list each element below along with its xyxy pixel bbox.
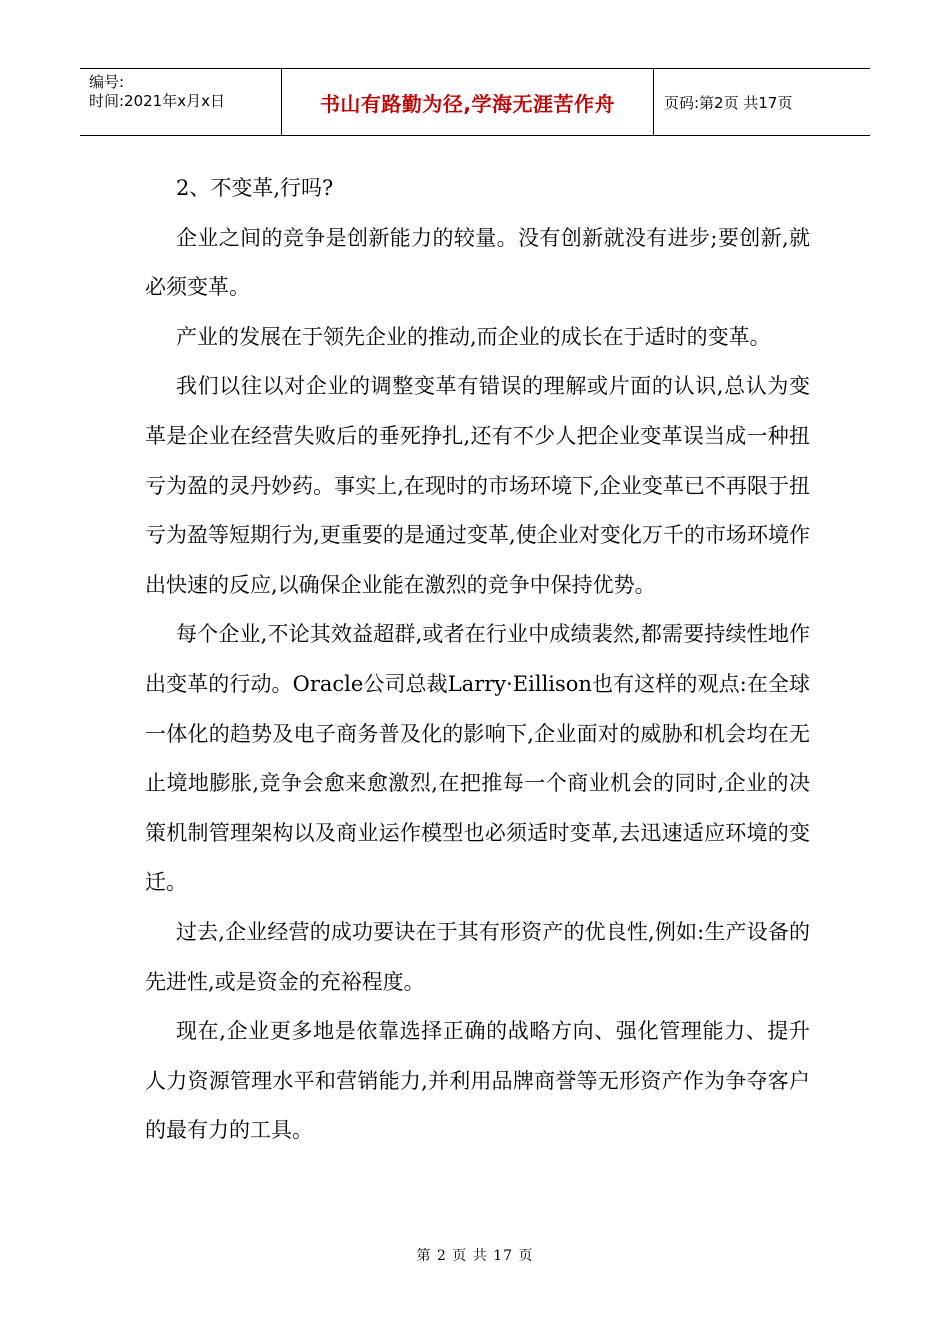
- page-header: [80, 68, 870, 136]
- paragraph: 过去,企业经营的成功要诀在于其有形资产的优良性,例如:生产设备的先进性,或是资金的充裕程度。: [145, 919, 810, 994]
- paragraph: 企业之间的竞争是创新能力的较量。没有创新就没有进步;要创新,就必须变革。: [145, 225, 810, 300]
- paragraph: 我们以往以对企业的调整变革有错误的理解或片面的认识,总认为变革是企业在经营失败后的垂死挣扎,还有不少人把企业变革误当成一种扭亏为盈的灵丹妙药。事实上,在现时的市场环境下,企业变革已不再限于扭亏为盈等短期行为,更重要的是通过变革,使企业对变化万千的市场环境作出快速的反应,以确保企业能在激烈的竞争中保持优势。: [145, 374, 810, 597]
- paragraph: 现在,企业更多地是依靠选择正确的战略方向、强化管理能力、提升人力资源管理水平和营销能力,并利用品牌商誉等无形资产作为争夺客户的最有力的工具。: [145, 1019, 810, 1143]
- paragraph: 每个企业,不论其效益超群,或者在行业中成绩裴然,都需要持续性地作出变革的行动。Oracle公司总裁Larry·Eillison也有这样的观点:在全球一体化的趋势及电子商务普及化的影响下,企业面对的威胁和机会均在无止境地膨胀,竞争会愈来愈激烈,在把推每一个商业机会的同时,企业的决策机制管理架构以及商业运作模型也必须适时变革,去迅速适应环境的变迁。: [145, 622, 810, 895]
- document-body: [145, 164, 810, 1156]
- paragraph: 产业的发展在于领先企业的推动,而企业的成长在于适时的变革。: [176, 324, 771, 349]
- header-page-info: 页码:第2页 共17页: [664, 93, 793, 112]
- section-heading: 2、不变革,行吗?: [176, 176, 334, 200]
- page-footer: 第 2 页 共 17 页: [416, 1248, 534, 1264]
- header-meta: [80, 69, 282, 135]
- document-number-label: 编号:: [89, 73, 125, 91]
- header-motto: 书山有路勤为径,学海无涯苦作舟: [282, 69, 654, 135]
- document-time-label: 时间:2021年x月x日: [89, 92, 225, 110]
